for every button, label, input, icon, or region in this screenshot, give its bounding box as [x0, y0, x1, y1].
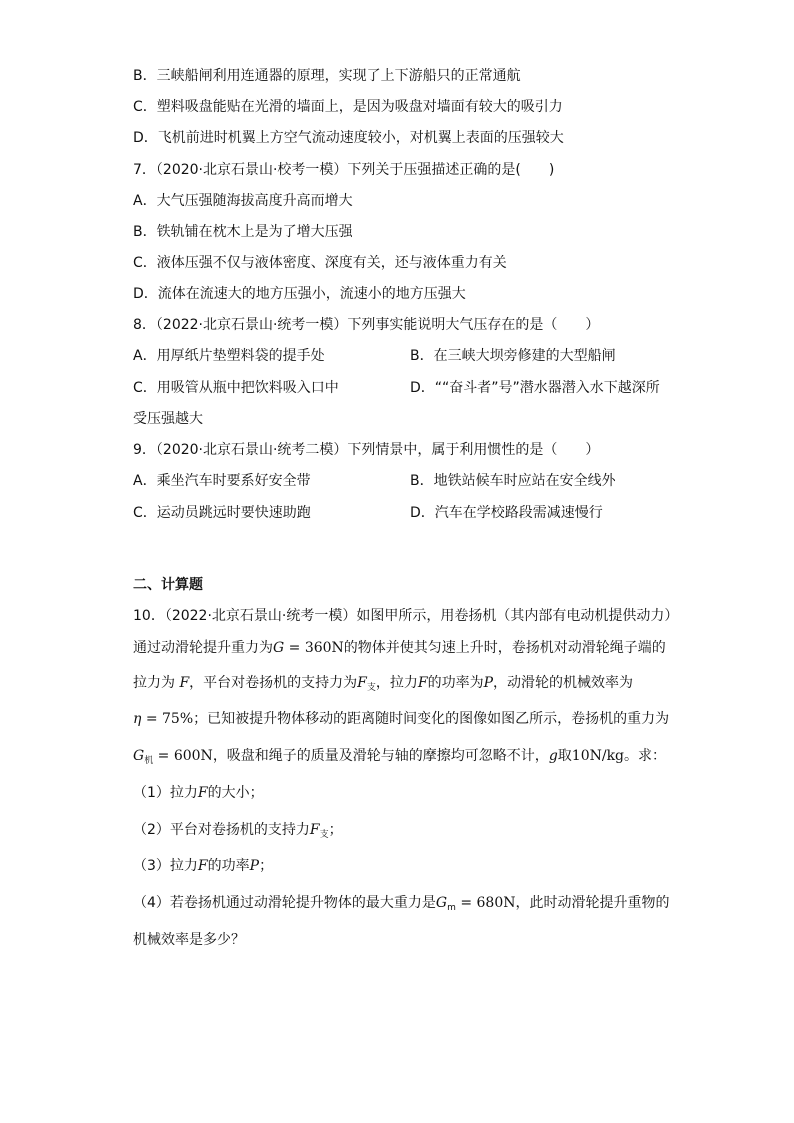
- q10-s1-symbol-f: F: [197, 785, 208, 801]
- q10-l3-symbol-p: P: [483, 675, 494, 691]
- q10-line-1: 10．（2022·北京石景山·统考一模）如图甲所示，用卷扬机（其内部有电动机提供动力）: [133, 608, 679, 624]
- q8-stem: 8．（2022·北京石景山·统考一模）下列事实能说明大气压存在的是（ ）: [133, 317, 600, 333]
- q10-s1-text-b: 的大小；: [207, 785, 264, 801]
- q9-option-d: D．汽车在学校路段需减速慢行: [410, 505, 603, 521]
- q10-l3-text-d: 的功率为: [427, 675, 484, 691]
- q10-s4-symbol-g: G: [435, 895, 448, 911]
- q10-l3-symbol-f2: F: [417, 675, 428, 691]
- q10-l3-text-b: ，平台对卷扬机的支持力为: [189, 675, 358, 691]
- q10-l4-equation: = 75%: [141, 711, 194, 727]
- q7-option-d: D．流体在流速大的地方压强小，流速小的地方压强大: [133, 286, 466, 302]
- q10-l3-text-c: ，拉力: [375, 675, 418, 691]
- q10-l4-text-b: ；已知被提升物体移动的距离随时间变化的图像如图乙所示，卷扬机的重力为: [193, 711, 670, 727]
- q10-s3-symbol-f: F: [197, 858, 208, 874]
- q10-s3-text-a: （3）拉力: [133, 858, 198, 874]
- q10-s4-subscript: m: [447, 903, 456, 913]
- q10-line-2: [133, 638, 666, 658]
- q10-s2-text-b: ；: [328, 822, 343, 838]
- q10-l5-text-d: 。求：: [624, 748, 667, 764]
- q10-s3-text-c: ；: [259, 858, 274, 874]
- q10-sub-4: [133, 893, 669, 913]
- q10-s4-text-b: ，此时动滑轮提升重物的: [515, 895, 670, 911]
- q8-option-a: A．用厚纸片垫塑料袋的提手处: [133, 348, 325, 364]
- q8-option-b: B．在三峡大坝旁修建的大型船闸: [410, 348, 616, 364]
- q10-sub-1: [133, 783, 264, 803]
- q10-l4-symbol-eta: η: [133, 711, 142, 727]
- q10-l3-symbol-f: F: [179, 675, 190, 691]
- q8-option-d: D．““奋斗者”号”潜水器潜入水下越深所: [410, 380, 660, 396]
- q10-s2-symbol-f: F: [309, 822, 320, 838]
- q9-stem: 9．（2020·北京石景山·统考二模）下列情景中，属于利用惯性的是（ ）: [133, 442, 600, 458]
- q8-option-d-continued: 受压强越大: [133, 411, 203, 427]
- q10-line-4: [133, 709, 669, 729]
- q10-sub-3: [133, 856, 273, 876]
- q10-s2-text-a: （2）平台对卷扬机的支持力: [133, 822, 310, 838]
- q10-l2-text-a: 通过动滑轮提升重力为: [133, 640, 273, 656]
- q10-s3-text-b: 的功率: [207, 858, 250, 874]
- q10-l5-text-b: ，吸盘和绳子的质量及滑轮与轴的摩擦均可忽略不计，: [212, 748, 549, 764]
- q10-l5-text-c: 取: [557, 748, 572, 764]
- q7-stem: 7．（2020·北京石景山·校考一模）下列关于压强描述正确的是( ): [133, 162, 555, 178]
- q10-s3-symbol-p: P: [249, 858, 260, 874]
- q10-s1-text-a: （1）拉力: [133, 785, 198, 801]
- q10-l3-text-e: ，动滑轮的机械效率为: [493, 675, 634, 691]
- q10-l3-symbol-fs: F: [357, 675, 367, 691]
- q6-option-c: C．塑料吸盘能贴在光滑的墙面上，是因为吸盘对墙面有较大的吸引力: [133, 99, 563, 115]
- q10-l3-subscript: 支: [366, 683, 376, 693]
- q10-l2-symbol-g: G: [273, 640, 285, 656]
- q10-l2-text-b: 的物体并使其匀速上升时，卷扬机对动滑轮绳子端的: [343, 640, 666, 656]
- q9-option-b: B．地铁站候车时应站在安全线外: [410, 473, 616, 489]
- q6-option-b: B．三峡船闸利用连通器的原理，实现了上下游船只的正常通航: [133, 68, 521, 84]
- q10-l5-unit: 10N/kg: [571, 748, 625, 764]
- q9-option-c: C．运动员跳远时要快速助跑: [133, 505, 311, 521]
- q9-option-a: A．乘坐汽车时要系好安全带: [133, 473, 311, 489]
- q10-l5-symbol-g: G: [133, 748, 145, 764]
- q10-sub-2: [133, 820, 343, 840]
- q10-l2-equation: = 360N: [284, 640, 344, 656]
- q10-line-5: [133, 746, 666, 766]
- section-title-calculation: 二、计算题: [133, 577, 203, 593]
- q10-line-3: [133, 673, 633, 693]
- q7-option-c: C．液体压强不仅与液体密度、深度有关，还与液体重力有关: [133, 255, 507, 271]
- q8-option-c: C．用吸管从瓶中把饮料吸入口中: [133, 380, 339, 396]
- q10-s4-equation: = 680N: [455, 895, 516, 911]
- q10-s4-text-a: （4）若卷扬机通过动滑轮提升物体的最大重力是: [133, 895, 436, 911]
- q10-s2-subscript: 支: [319, 830, 329, 840]
- q10-l5-symbol-gravity: g: [548, 748, 558, 764]
- q7-option-b: B．铁轨铺在枕木上是为了增大压强: [133, 224, 353, 240]
- q10-l3-text-a: 拉力为: [133, 675, 175, 691]
- q10-sub-4-continued: 机械效率是多少？: [133, 932, 245, 948]
- q6-option-d: D．飞机前进时机翼上方空气流动速度较小，对机翼上表面的压强较大: [133, 130, 564, 146]
- q7-option-a: A．大气压强随海拔高度升高而增大: [133, 193, 353, 209]
- q10-l5-subscript: 机: [144, 756, 154, 766]
- q10-l5-equation: = 600N: [153, 748, 213, 764]
